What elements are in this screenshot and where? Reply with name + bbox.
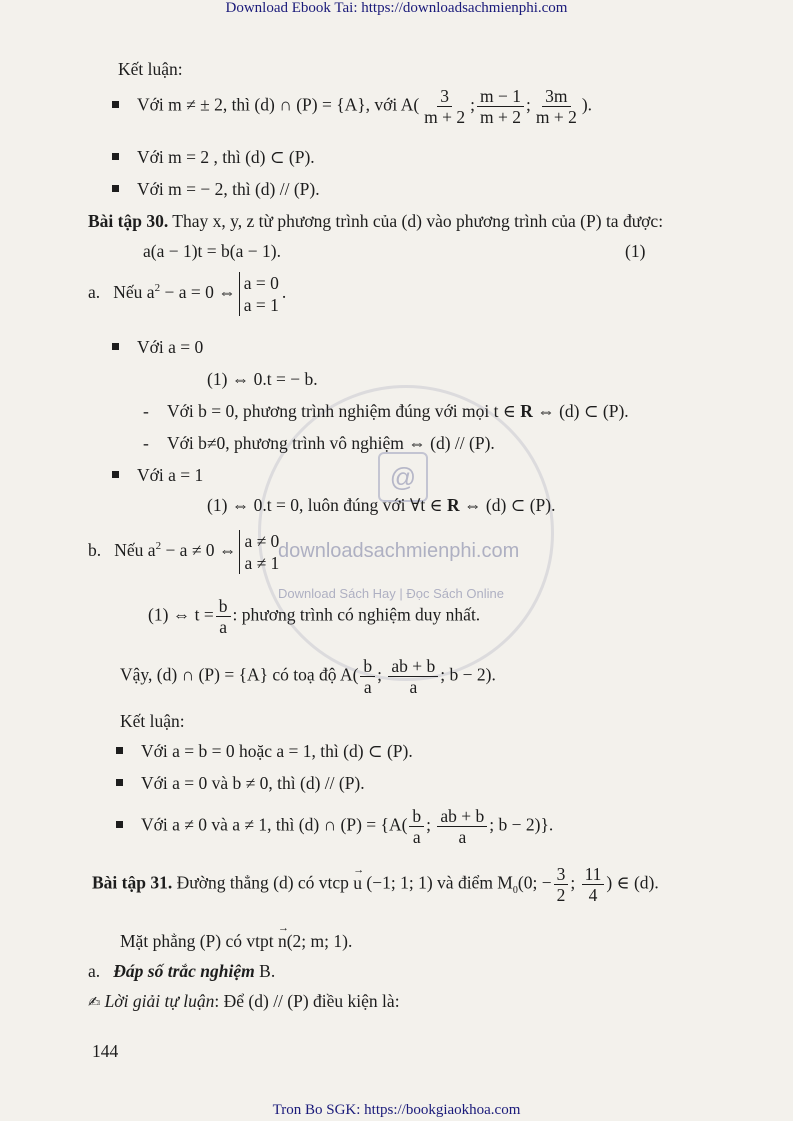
- part-a-subcase-2: - Với b≠0, phương trình vô nghiệm ⇔ (d) // (P).: [143, 433, 495, 453]
- conclusion-item-2: Với m = 2 , thì (d) ⊂ (P).: [112, 146, 315, 168]
- exercise-30-intro: Bài tập 30. Thay x, y, z từ phương trình của (d) vào phương trình của (P) ta được:: [88, 211, 664, 231]
- exercise-30-conclusion-2: Với a = 0 và b ≠ 0, thì (d) // (P).: [116, 772, 365, 794]
- fraction: $\frac{3m}{m + 2}$: [535, 86, 577, 127]
- footer-sgk-link[interactable]: Tron Bo SGK: https://bookgiaokhoa.com: [272, 1102, 521, 1118]
- equation-system: a ≠ 0 a ≠ 1: [239, 530, 279, 574]
- pencil-icon: ✍: [88, 993, 101, 1011]
- part-a-case-2: Với a = 1: [112, 464, 203, 486]
- fraction: $\frac{m - 1}{m + 2}$: [477, 86, 524, 127]
- fraction: $\frac{ab + b}{a}$: [388, 656, 438, 697]
- exercise-31-label: Bài tập 31.: [92, 872, 173, 893]
- part-a-subcase-1: - Với b = 0, phương trình nghiệm đúng với mọi t ∈ R ⇔ (d) ⊂ (P).: [143, 401, 629, 421]
- part-a-case-1: Với a = 0: [112, 336, 203, 358]
- equation-system: a = 0 a = 1: [239, 272, 279, 316]
- vector-u: → u: [353, 872, 362, 894]
- bullet-icon: [112, 101, 119, 108]
- bullet-icon: [112, 343, 119, 350]
- part-b-result: Vậy, (d) ∩ (P) = {A} có toạ độ A( $\frac{b}{a}$ ; $\frac{ab + b}{a}$ ; b − 2).: [120, 656, 496, 697]
- exercise-30-conclusion-3: Với a ≠ 0 và a ≠ 1, thì (d) ∩ (P) = {A( $\frac{b}{a}$ ; $\frac{ab + b}{a}$ ; b − 2)}.: [116, 806, 553, 847]
- fraction: $\frac{11}{4}$: [582, 864, 605, 905]
- page-number: 144: [92, 1041, 119, 1061]
- bullet-icon: [116, 821, 123, 828]
- header-download-link[interactable]: Download Ebook Tai: https://downloadsachmienphi.com: [225, 0, 568, 16]
- exercise-30-equation: a(a − 1)t = b(a − 1).: [143, 241, 281, 261]
- bullet-icon: [116, 779, 123, 786]
- part-b-equation: (1) ⇔ t = $\frac{b}{a}$ : phương trình có nghiệm duy nhất.: [148, 596, 481, 637]
- conclusion-item-1: Với m ≠ ± 2, thì (d) ∩ (P) = {A}, với A( $\frac{3}{m + 2}$ ; $\frac{m - 1}{m + 2}$ ; $\frac{3m}{m + 2}$ ).: [112, 86, 592, 127]
- part-a-condition: a. Nếu $a^2 - a = 0$ ⇔ a = 0 a = 1 .: [88, 273, 287, 315]
- bullet-icon: [112, 185, 119, 192]
- part-a-case-2-equation: (1) ⇔ 0.t = 0, luôn đúng với ∀t ∈ R ⇔ (d) ⊂ (P).: [207, 495, 556, 515]
- part-b-condition: b. Nếu $a^2 - a \ne 0$ ⇔ a ≠ 0 a ≠ 1: [88, 531, 280, 573]
- exercise-30-conclusion-label: Kết luận:: [120, 711, 185, 731]
- conclusion-label: Kết luận:: [118, 59, 183, 79]
- exercise-31-intro: Bài tập 31. Đường thẳng (d) có vtcp → u (−1; 1; 1) và điểm $M_0(0$; − $\frac{3}{2}$ ; $\frac{11}{4}$ ) ∈ (d).: [92, 864, 659, 905]
- fraction: $\frac{b}{a}$: [409, 806, 424, 847]
- watermark-tagline: Download Sách Hay | Đọc Sách Online: [278, 586, 504, 601]
- fraction: $\frac{3}{m + 2}$: [424, 86, 466, 127]
- fraction: $\frac{3}{2}$: [554, 864, 569, 905]
- exercise-31-solution: ✍ Lời giải tự luận: Để (d) // (P) điều kiện là:: [88, 991, 400, 1011]
- exercise-30-conclusion-1: Với a = b = 0 hoặc a = 1, thì (d) ⊂ (P).: [116, 740, 413, 762]
- exercise-31-part-a: a. Đáp số trắc nghiệm B.: [88, 961, 276, 981]
- fraction: $\frac{b}{a}$: [360, 656, 375, 697]
- fraction: $\frac{ab + b}{a}$: [437, 806, 487, 847]
- fraction: $\frac{b}{a}$: [216, 596, 231, 637]
- bullet-icon: [112, 153, 119, 160]
- conclusion-item-3: Với m = − 2, thì (d) // (P).: [112, 178, 320, 200]
- exercise-31-plane: Mặt phẳng (P) có vtpt → n(2; m; 1).: [120, 930, 352, 952]
- vector-n: → n: [278, 930, 287, 952]
- bullet-icon: [112, 471, 119, 478]
- watermark-site: downloadsachmienphi.com: [278, 540, 520, 562]
- exercise-30-label: Bài tập 30.: [88, 211, 169, 231]
- watermark-at-icon: @: [378, 452, 428, 502]
- part-a-case-1-equation: (1) ⇔ 0.t = − b.: [207, 369, 318, 389]
- equation-number: (1): [625, 241, 646, 261]
- bullet-icon: [116, 747, 123, 754]
